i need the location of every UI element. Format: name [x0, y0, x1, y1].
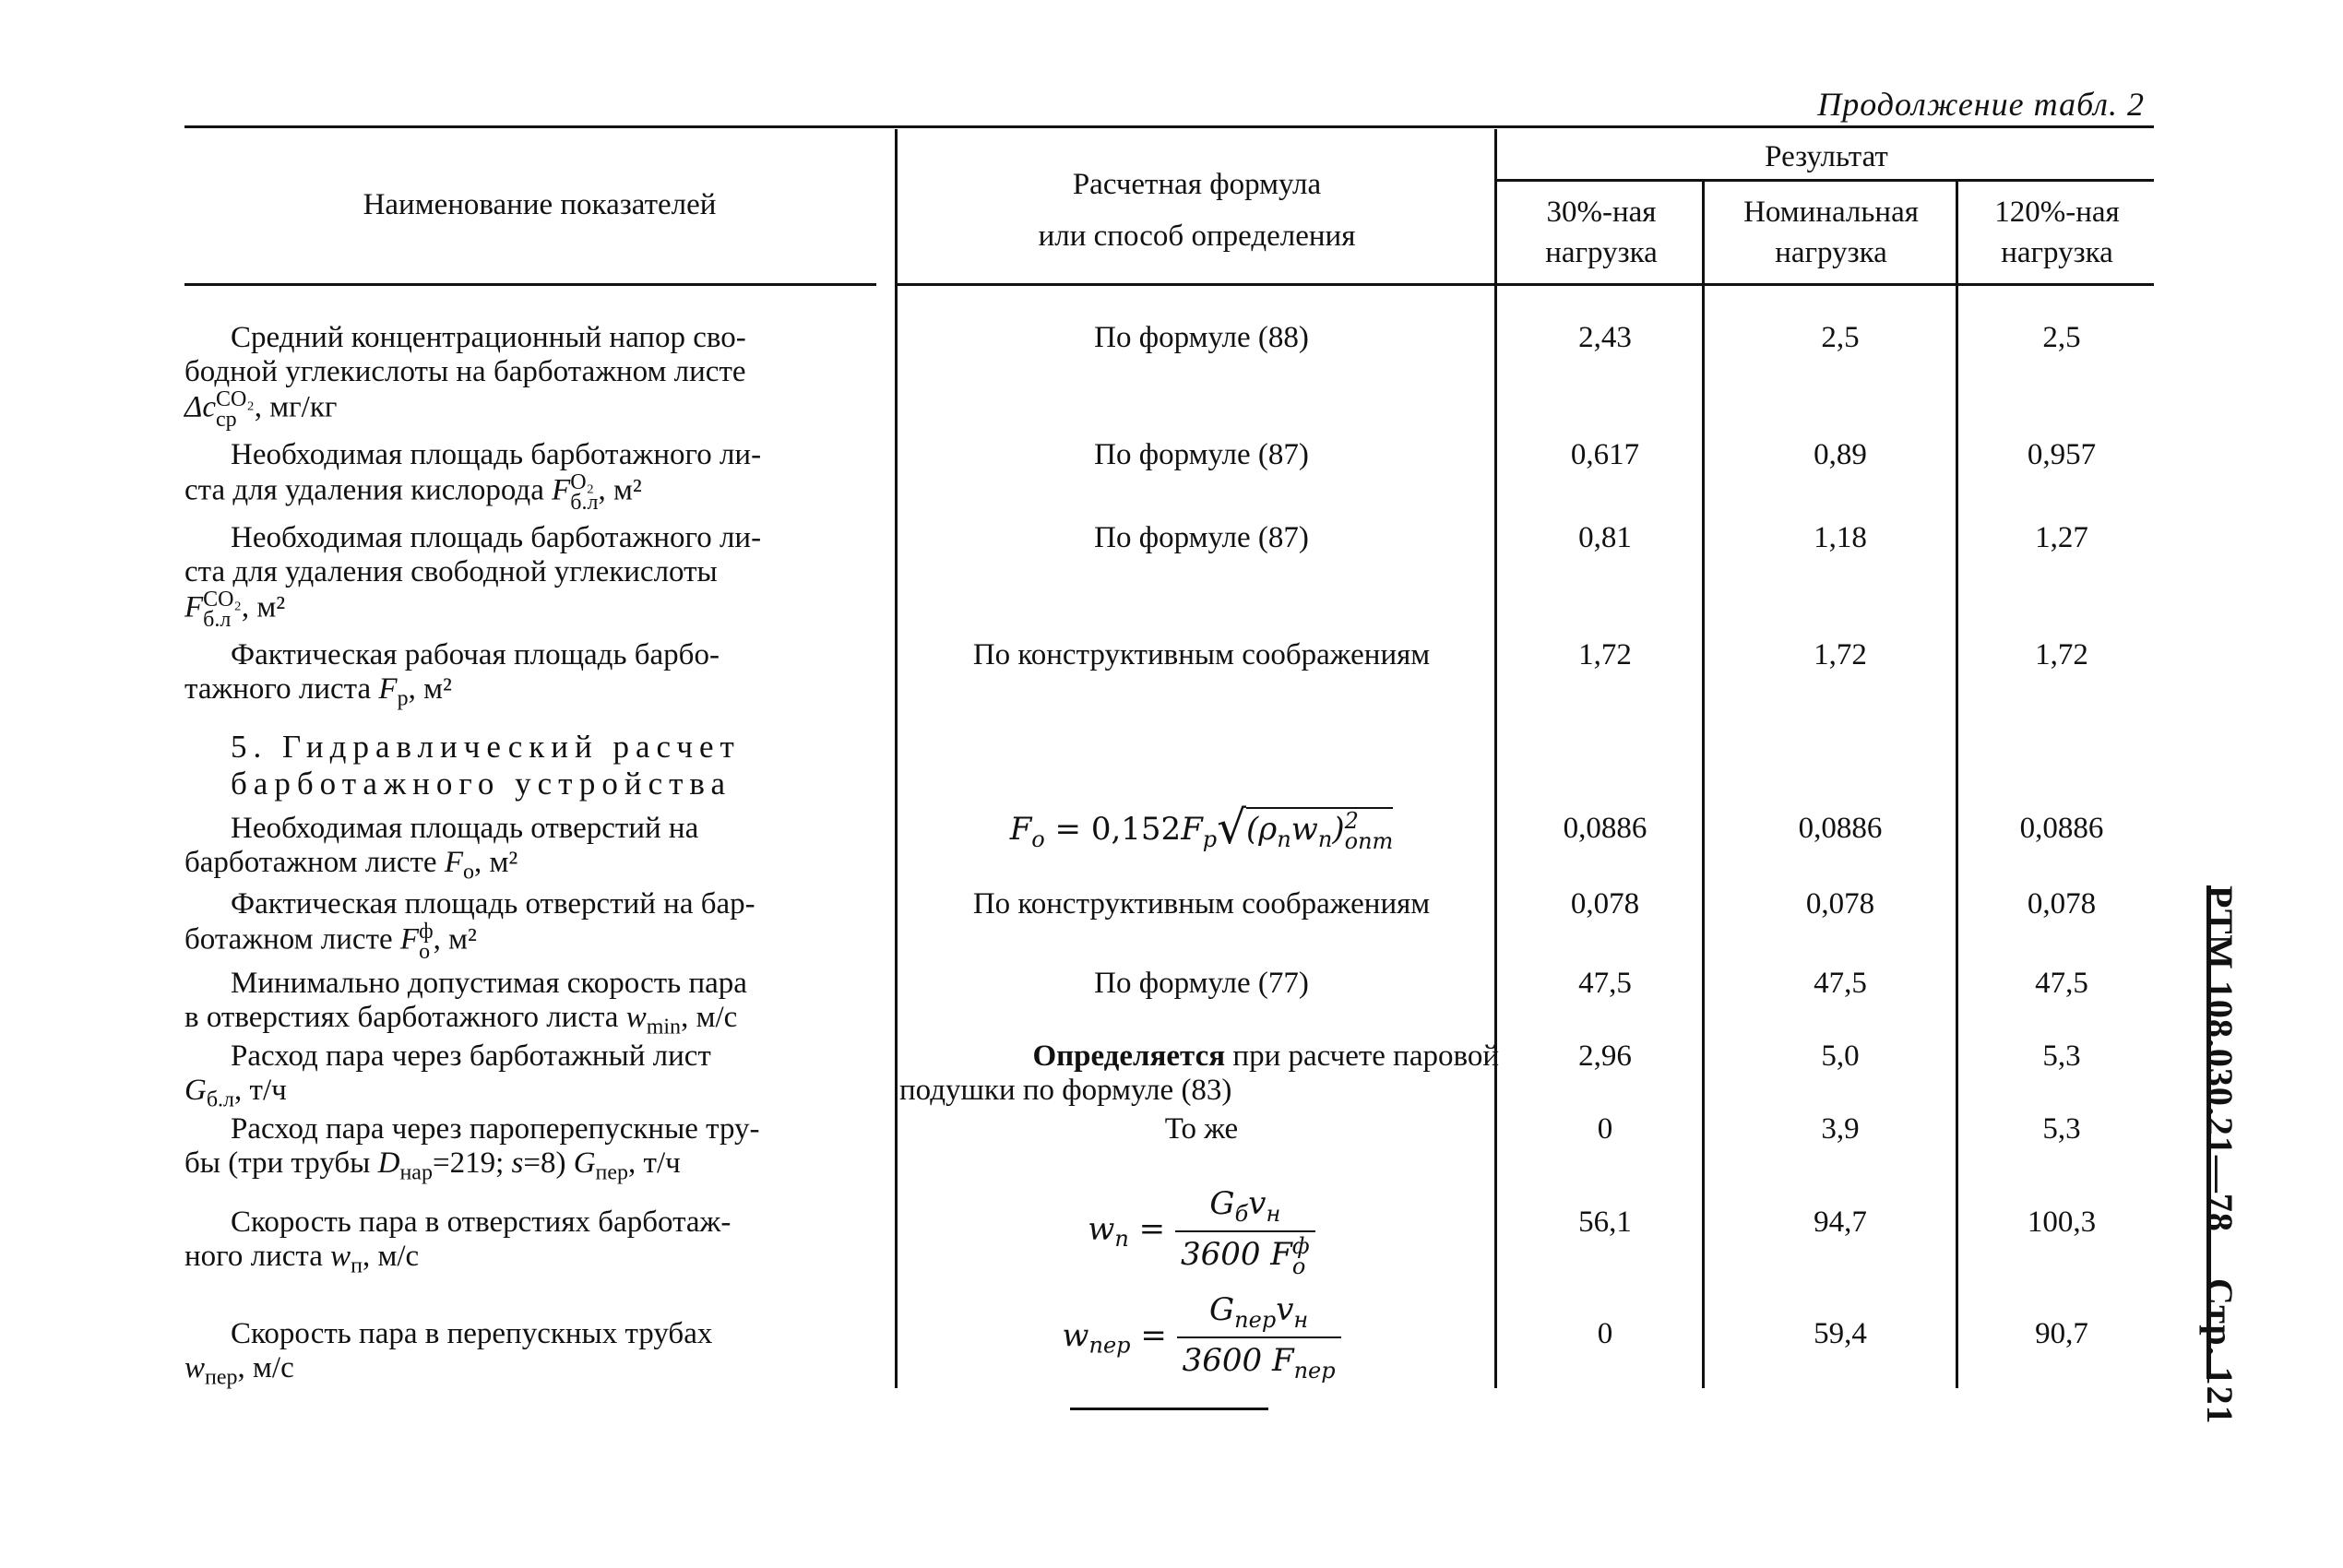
row6-name-line1: Фактическая площадь отверстий на бар-: [231, 887, 755, 921]
row9-name-line2: бы (три трубы $D_{нар}=219$; s=8) $G_{пер}$, т/ч: [184, 1146, 681, 1185]
row6-name-line2: ботажном листе F ф о , м²: [184, 920, 477, 964]
header-load30: [1499, 192, 1704, 273]
row3-value-nominal: 1,18: [1814, 521, 1867, 554]
sqrt-sign-icon: √: [1217, 801, 1247, 854]
row5-name-line2: барботажном листе $F_о$, м²: [184, 846, 518, 885]
row2-value-nominal: 0,89: [1814, 438, 1867, 471]
row4-value-120: 1,72: [2035, 638, 2088, 671]
row1-formula: По формуле (88): [1094, 321, 1309, 354]
row5-value-nominal: 0,0886: [1798, 812, 1883, 845]
row2-formula: По формуле (87): [1094, 438, 1309, 471]
row3-formula: По формуле (87): [1094, 521, 1309, 554]
col-divider-2: [1494, 129, 1497, 1388]
row8-value-30: 2,96: [1578, 1039, 1632, 1073]
row2-value-30: 0,617: [1570, 438, 1640, 471]
row1-name-line2: бодной углекислоты на барботажном листе: [184, 355, 746, 388]
header-formula-line1: Расчетная формула: [1072, 168, 1322, 201]
row4-name-line2: тажного листа $F_р$, м²: [184, 672, 452, 711]
row7-formula: По формуле (77): [1094, 967, 1309, 1000]
row6-formula: По конструктивным соображениям: [972, 887, 1431, 921]
row8-formula-line2: подушки по формуле (83): [899, 1074, 1232, 1107]
header-nominal: [1707, 192, 1956, 273]
table-row-name: [184, 1112, 878, 1191]
row8-value-nominal: 5,0: [1821, 1039, 1860, 1073]
table-row-name: [184, 1206, 878, 1284]
row9-value-nominal: 3,9: [1821, 1112, 1860, 1146]
row2-value-120: 0,957: [2027, 438, 2097, 471]
row1-name-line3: Δc CO₂ ср , мг/кг: [184, 387, 338, 432]
header-name: Наименование показателей: [363, 188, 717, 221]
table-end-rule: [1070, 1408, 1268, 1410]
row8-name-line1: Расход пара через барботажный лист: [231, 1039, 711, 1073]
header-bottom-rule-left: [184, 283, 876, 286]
table-top-rule: [184, 125, 2154, 128]
table-row-name: [184, 321, 878, 430]
row11-name-line2: $w_{пер}$, м/с: [184, 1351, 294, 1390]
row10-formula: $w_п$ = $G_бv_н$ 3600 F ф о: [909, 1185, 1494, 1277]
page-number: Стр. 121: [2199, 1277, 2241, 1425]
header-load30-line2: нагрузка: [1545, 236, 1658, 269]
row10-value-nominal: 94,7: [1814, 1206, 1867, 1239]
header-load120-line2: нагрузка: [2001, 236, 2113, 269]
row11-name-line1: Скорость пара в перепускных трубах: [231, 1317, 713, 1350]
col-divider-1: [895, 129, 898, 1388]
table-row-name: [184, 1039, 878, 1118]
row11-value-30: 0: [1597, 1317, 1613, 1350]
continuation-title: Продолжение табл. 2: [1817, 86, 2145, 123]
table-row-name: [184, 812, 878, 890]
row11-value-nominal: 59,4: [1814, 1317, 1867, 1350]
row3-value-120: 1,27: [2035, 521, 2088, 554]
row11-formula: $w_{пер}$ = $\frac{G_{пер}v_н}{3600 F_{пер}}$: [909, 1291, 1494, 1384]
row4-value-nominal: 1,72: [1814, 638, 1867, 671]
header-formula-line2: или способ определения: [1038, 220, 1356, 253]
row5-name-line1: Необходимая площадь отверстий на: [231, 812, 699, 845]
header-load120: [1960, 192, 2154, 273]
row8-formula-line1: Определяется при расчете паровой: [1032, 1039, 1499, 1073]
document-code: РТМ 108.030.21—78: [2199, 885, 2241, 1232]
header-formula: [899, 159, 1494, 262]
section-heading-line2: барботажного устройства: [231, 766, 732, 802]
row5-value-30: 0,0886: [1563, 812, 1647, 845]
row7-value-120: 47,5: [2035, 967, 2088, 1000]
row10-value-120: 100,3: [2027, 1206, 2097, 1239]
row10-name-line2: ного листа $w_п$, м/с: [184, 1240, 420, 1278]
row4-formula: По конструктивным соображениям: [972, 638, 1431, 671]
row1-name-line1: Средний концентрационный напор сво-: [231, 321, 746, 354]
section-heading: [184, 729, 878, 802]
row5-value-120: 0,0886: [2019, 812, 2104, 845]
row6-value-120: 0,078: [2027, 887, 2097, 921]
table-row-name: [184, 967, 878, 1045]
table-row-name: [184, 638, 878, 717]
row3-name-line1: Необходимая площадь барботажного ли-: [231, 521, 762, 554]
table-row-name: [184, 887, 878, 962]
table-row-name: [184, 521, 878, 630]
row9-formula: То же: [1164, 1112, 1239, 1146]
row3-value-30: 0,81: [1578, 521, 1632, 554]
row7-value-nominal: 47,5: [1814, 967, 1867, 1000]
result-subheader-rule: [1494, 179, 2154, 182]
row11-value-120: 90,7: [2035, 1317, 2088, 1350]
row6-value-30: 0,078: [1570, 887, 1640, 921]
header-nominal-line2: нагрузка: [1775, 236, 1887, 269]
document-code-sidebar: [2198, 885, 2242, 1425]
row10-value-30: 56,1: [1578, 1206, 1632, 1239]
row9-value-120: 5,3: [2042, 1112, 2081, 1146]
header-nominal-line1: Номинальная: [1743, 196, 1919, 229]
row1-value-30: 2,43: [1578, 321, 1632, 354]
row1-value-120: 2,5: [2042, 321, 2081, 354]
header-load30-line1: 30%-ная: [1546, 196, 1657, 229]
row4-name-line1: Фактическая рабочая площадь барбо-: [231, 638, 720, 671]
row8-formula: [899, 1039, 1499, 1108]
row5-formula: $F_о = 0,152F_р√(\rho_пw_п)$ 2 опт: [1009, 801, 1394, 854]
table-row-name: [184, 1317, 878, 1396]
row7-name-line1: Минимально допустимая скорость пара: [231, 967, 747, 1000]
row8-name-line2: $G_{б.л}$, т/ч: [184, 1074, 287, 1112]
header-bottom-rule-right: [897, 283, 2154, 286]
table-row-name: [184, 438, 878, 513]
row2-name-line2: ста для удаления кислорода F O₂ б.л , м²: [184, 470, 642, 515]
row4-value-30: 1,72: [1578, 638, 1632, 671]
header-load120-line1: 120%-ная: [1994, 196, 2120, 229]
row6-value-nominal: 0,078: [1805, 887, 1875, 921]
row10-name-line1: Скорость пара в отверстиях барботаж-: [231, 1206, 731, 1239]
row3-name-line3: F CO₂ б.л , м²: [184, 588, 286, 632]
row9-name-line1: Расход пара через пароперепускные тру-: [231, 1112, 760, 1146]
header-result: Результат: [1765, 140, 1888, 173]
row2-name-line1: Необходимая площадь барботажного ли-: [231, 438, 762, 471]
row7-name-line2: в отверстиях барботажного листа $w_{min}$, м/с: [184, 1001, 738, 1039]
row1-value-nominal: 2,5: [1821, 321, 1860, 354]
row8-value-120: 5,3: [2042, 1039, 2081, 1073]
row9-value-30: 0: [1597, 1112, 1613, 1146]
row7-value-30: 47,5: [1578, 967, 1632, 1000]
row3-name-line2: ста для удаления свободной углекислоты: [184, 555, 718, 588]
section-heading-line1: 5. Гидравлический расчет: [231, 729, 741, 765]
